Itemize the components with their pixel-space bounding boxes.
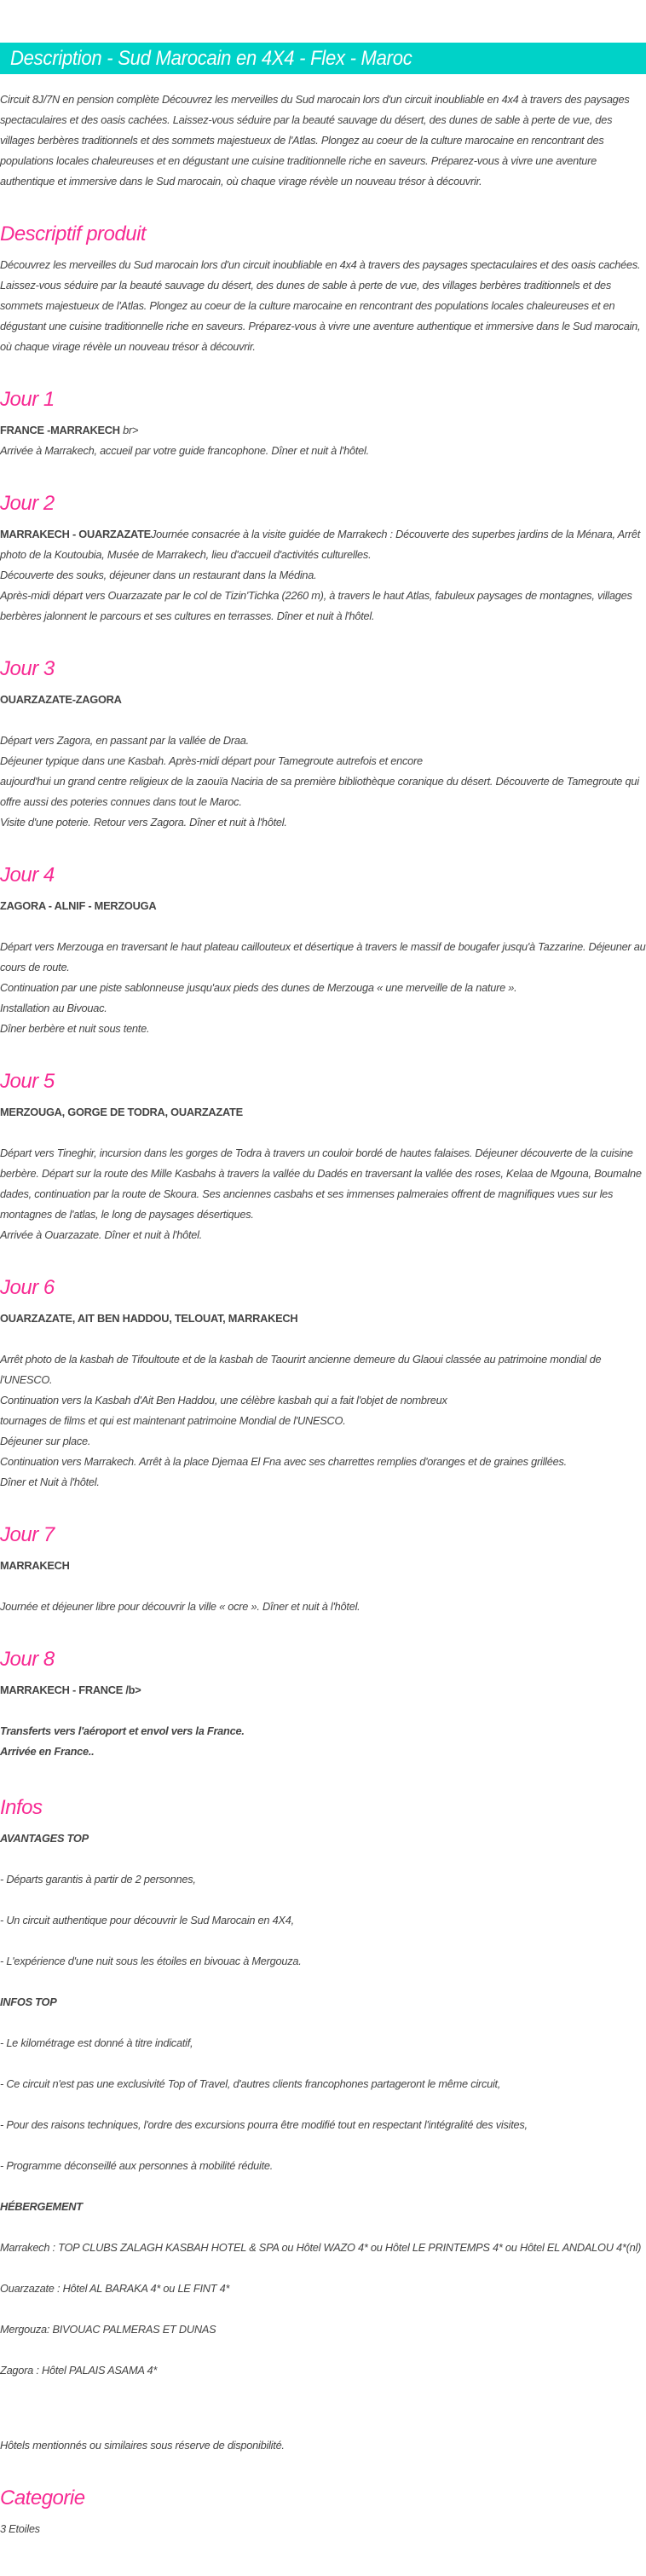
day-line: tournages de films et qui est maintenant patrimoine Mondial de l'UNESCO. <box>0 1414 346 1427</box>
route-inline-desc: Journée consacrée à la visite guidée de Marrakech : Découverte des superbes jardins de la Ménara, Arrêt photo de la Koutoubia, Musée de Marrakech, lieu d'accueil d'activités culturelles. <box>0 528 641 561</box>
infos-top-item: - Ce circuit n'est pas une exclusivité Top of Travel, d'autres clients francophones partageront le même circuit, <box>0 2077 501 2090</box>
descriptif-heading: Descriptif produit <box>0 222 147 245</box>
intro-text: Circuit 8J/7N en pension complète Découvrez les merveilles du Sud marocain lors d'un circuit inoubliable en 4x4 à travers des paysages spectaculaires et des oasis cachées. Laissez-vous séduire par la beauté sauvage du désert, des dunes de sable à perte de vue, des villages berbères traditionnels et des sommets majestueux de l'Atlas. Plongez au coeur de la culture marocaine en rencontrant des populations locales chaleureuses et en dégustant une cuisine traditionnelle riche en saveurs. Préparez-vous à vivre une aventure authentique et immersive dans le Sud marocain, où chaque virage révèle un nouveau trésor à découvrir. <box>0 93 630 188</box>
day-line: Journée et déjeuner libre pour découvrir la ville « ocre ». Dîner et nuit à l'hôtel. <box>0 1600 360 1613</box>
day-heading: Jour 5 <box>0 1070 55 1093</box>
day-line: Continuation par une piste sablonneuse jusqu'aux pieds des dunes de Merzouga « une merveille de la nature ». <box>0 981 517 994</box>
day-1 <box>0 388 646 461</box>
description-banner <box>0 43 646 74</box>
day-heading: Jour 7 <box>0 1523 55 1546</box>
day-heading: Jour 2 <box>0 492 55 515</box>
day-line: Arrivée à Ouarzazate. Dîner et nuit à l'hôtel. <box>0 1228 203 1241</box>
categorie-heading: Categorie <box>0 2486 85 2510</box>
hebergement-note: Hôtels mentionnés ou similaires sous réserve de disponibilité. <box>0 2439 285 2452</box>
day-8 <box>0 1648 646 1762</box>
spacer <box>0 2401 646 2435</box>
hebergement-item: Mergouza: BIVOUAC PALMERAS ET DUNAS <box>0 2323 216 2336</box>
infos-top-item: - Le kilométrage est donné à titre indicatif, <box>0 2036 193 2049</box>
day-line: Dîner et Nuit à l'hôtel. <box>0 1476 100 1488</box>
day-3 <box>0 657 646 833</box>
route-label: ZAGORA - ALNIF - MERZOUGA <box>0 899 157 912</box>
day-5 <box>0 1070 646 1245</box>
day-heading: Jour 1 <box>0 388 55 411</box>
avantages-title: AVANTAGES TOP <box>0 1832 89 1845</box>
route-label: MARRAKECH - FRANCE /b> <box>0 1684 141 1696</box>
day-line: Découverte des souks, déjeuner dans un restaurant dans la Médina. <box>0 569 317 581</box>
page-title: Description - Sud Marocain en 4X4 - Flex - Maroc <box>10 46 412 70</box>
day-line: Départ vers Merzouga en traversant le haut plateau caillouteux et désertique à travers le massif de bougafer jusqu'à Tazzarine. Déjeuner au cours de route. <box>0 940 646 973</box>
infos-top-item: - Programme déconseillé aux personnes à mobilité réduite. <box>0 2159 274 2172</box>
route-label: MERZOUGA, GORGE DE TODRA, OUARZAZATE <box>0 1106 243 1118</box>
categorie-section <box>0 2486 646 2539</box>
day-line: Arrêt photo de la kasbah de Tifoultoute et de la kasbah de Taourirt ancienne demeure du Glaoui classée au patrimoine mondial de l'UNESCO. <box>0 1353 602 1386</box>
descriptif-text: Découvrez les merveilles du Sud marocain lors d'un circuit inoubliable en 4x4 à travers des paysages spectaculaires et des oasis cachées. Laissez-vous séduire par la beauté sauvage du désert, des dunes de sable à perte de vue, des villages berbères traditionnels et des sommets majestueux de l'Atlas. Plongez au coeur de la culture marocaine en rencontrant des populations locales chaleureuses et en dégustant une cuisine traditionnelle riche en saveurs. Préparez-vous à vivre une aventure authentique et immersive dans le Sud marocain, où chaque virage révèle un nouveau trésor à découvrir. <box>0 258 641 353</box>
route-label: OUARZAZATE, AIT BEN HADDOU, TELOUAT, MARRAKECH <box>0 1312 298 1325</box>
hebergement-item: Zagora : Hôtel PALAIS ASAMA 4* <box>0 2364 158 2377</box>
day-line: Transferts vers l'aéroport et envol vers la France. <box>0 1724 245 1737</box>
day-heading: Jour 6 <box>0 1276 55 1299</box>
day-line: aujourd'hui un grand centre religieux de la zaouïa Naciria de sa première bibliothèque coranique du désert. Découverte de Tamegroute qui offre aussi des poteries connues dans tout le Maroc. <box>0 775 639 808</box>
day-heading: Jour 8 <box>0 1648 55 1671</box>
day-route <box>0 524 646 565</box>
avantage-item: - Départs garantis à partir de 2 personnes, <box>0 1873 196 1886</box>
hebergement-item: Marrakech : TOP CLUBS ZALAGH KASBAH HOTEL & SPA ou Hôtel WAZO 4* ou Hôtel LE PRINTEMPS 4* ou Hôtel EL ANDALOU 4*(nl) <box>0 2241 642 2254</box>
day-route <box>0 420 646 441</box>
day-line: Déjeuner typique dans une Kasbah. Après-midi départ pour Tamegroute autrefois et encore <box>0 754 423 767</box>
day-line: Dîner berbère et nuit sous tente. <box>0 1022 150 1035</box>
day-2 <box>0 492 646 627</box>
route-label: FRANCE -MARRAKECH <box>0 424 120 436</box>
infos-section <box>0 1796 646 2456</box>
day-line: Déjeuner sur place. <box>0 1435 91 1447</box>
infos-heading: Infos <box>0 1796 43 1819</box>
day-line: Installation au Bivouac. <box>0 1002 107 1014</box>
day-heading: Jour 3 <box>0 657 55 680</box>
day-line: Continuation vers Marrakech. Arrêt à la place Djemaa El Fna avec ses charrettes remplies d'oranges et de graines grillées. <box>0 1455 567 1468</box>
day-line: Arrivée à Marrakech, accueil par votre guide francophone. Dîner et nuit à l'hôtel. <box>0 444 369 457</box>
avantage-item: - Un circuit authentique pour découvrir le Sud Marocain en 4X4, <box>0 1914 294 1926</box>
infos-top-title: INFOS TOP <box>0 1996 57 2008</box>
day-7 <box>0 1523 646 1617</box>
hebergement-item: Ouarzazate : Hôtel AL BARAKA 4* ou LE FINT 4* <box>0 2282 230 2295</box>
day-line: Visite d'une poterie. Retour vers Zagora. Dîner et nuit à l'hôtel. <box>0 816 287 829</box>
day-line: Arrivée en France.. <box>0 1745 95 1758</box>
day-line: Départ vers Zagora, en passant par la vallée de Draa. <box>0 734 249 747</box>
day-6 <box>0 1276 646 1493</box>
route-suffix: br> <box>119 424 139 436</box>
day-line: Départ vers Tineghir, incursion dans les gorges de Todra à travers un couloir bordé de hautes falaises. Déjeuner découverte de la cuisine berbère. Départ sur la route des Mille Kasbahs à travers la vallée du Dadés en traversant la vallée des roses, Kelaa de Mgouna, Boumalne dades, continuation par la route de Skoura. Ses anciennes casbahs et ses immenses palmeraies offrent de magnifiques vues sur les montagnes de l'atlas, le long de paysages désertiques. <box>0 1146 642 1221</box>
day-4 <box>0 863 646 1039</box>
day-line: Après-midi départ vers Ouarzazate par le col de Tizin'Tichka (2260 m), à travers le haut Atlas, fabuleux paysages de montagnes, villages berbères jalonnent le parcours et ses cultures en terrasses. Dîner et nuit à l'hôtel. <box>0 589 632 622</box>
categorie-value: 3 Etoiles <box>0 2522 40 2535</box>
avantage-item: - L'expérience d'une nuit sous les étoiles en bivouac à Mergouza. <box>0 1955 302 1967</box>
infos-top-item: - Pour des raisons techniques, l'ordre des excursions pourra être modifié tout en respectant l'intégralité des visites, <box>0 2118 528 2131</box>
route-label: OUARZAZATE-ZAGORA <box>0 693 122 706</box>
route-label: MARRAKECH <box>0 1559 70 1572</box>
day-line: Continuation vers la Kasbah d'Ait Ben Haddou, une célèbre kasbah qui a fait l'objet de nombreux <box>0 1394 447 1406</box>
route-label: MARRAKECH - OUARZAZATE <box>0 528 151 540</box>
hebergement-title: HÉBERGEMENT <box>0 2200 83 2213</box>
day-heading: Jour 4 <box>0 863 55 887</box>
